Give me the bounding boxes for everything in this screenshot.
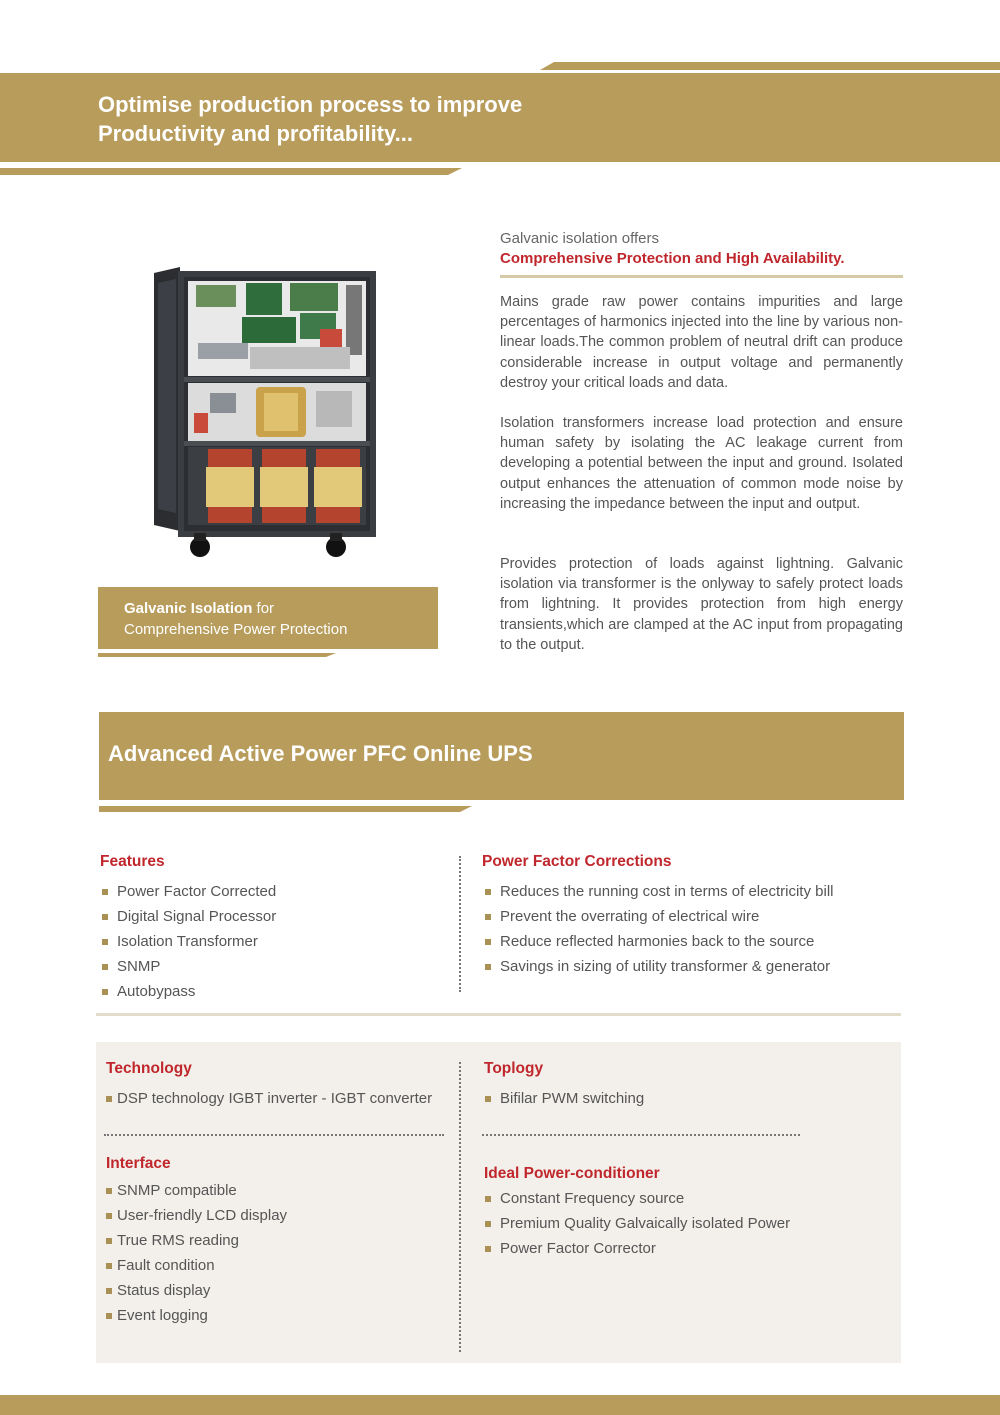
list-item: User-friendly LCD display (106, 1206, 446, 1231)
isolation-rule (500, 275, 903, 278)
specs-divider (459, 1062, 461, 1352)
list-item: Fault condition (106, 1256, 446, 1281)
conditioner-heading: Ideal Power-conditioner (484, 1165, 660, 1182)
caption-strip (98, 653, 336, 657)
interface-heading: Interface (106, 1155, 171, 1172)
list-item: Constant Frequency source (483, 1189, 883, 1214)
technology-heading: Technology (106, 1060, 192, 1077)
list-item: Power Factor Corrector (483, 1239, 883, 1264)
list-item: True RMS reading (106, 1231, 446, 1256)
advanced-title: Advanced Active Power PFC Online UPS (108, 741, 533, 766)
conditioner-list (483, 1189, 883, 1264)
header-bottom-strip (0, 168, 462, 175)
header-top-strip (540, 62, 1000, 70)
isolation-heading: Comprehensive Protection and High Availability. (500, 250, 845, 267)
footer-band (0, 1395, 1000, 1415)
list-item: Digital Signal Processor (100, 907, 440, 932)
caption-rest: for (252, 600, 275, 617)
list-item: SNMP (100, 957, 440, 982)
page-title (98, 90, 522, 148)
isolation-paragraph-1: Mains grade raw power contains impurities and large percentages of harmonics injected into the line by various non-linear loads.The common problem of neutral drift can produce considerable increase in output voltage and permanently destroy your critical loads and data. (500, 294, 903, 391)
list-item: Isolation Transformer (100, 932, 440, 957)
pfc-list (483, 882, 893, 982)
list-item: SNMP compatible (106, 1181, 446, 1206)
caption-line2: Comprehensive Power Protection (124, 621, 348, 638)
list-item: Event logging (106, 1306, 446, 1331)
list-item: Premium Quality Galvaically isolated Power (483, 1214, 883, 1239)
list-item: Prevent the overrating of electrical wire (483, 907, 893, 932)
list-item: DSP technology IGBT inverter - IGBT converter (106, 1089, 451, 1114)
list-item: Autobypass (100, 982, 440, 1007)
list-item: Savings in sizing of utility transformer & generator (483, 957, 893, 982)
transformer-coils (206, 449, 362, 523)
pfc-heading: Power Factor Corrections (482, 853, 672, 870)
topology-separator (482, 1134, 800, 1136)
list-item: Reduce reflected harmonies back to the source (483, 932, 893, 957)
isolation-subheading: Galvanic isolation offers (500, 230, 659, 247)
list-item: Status display (106, 1281, 446, 1306)
technology-list (106, 1089, 451, 1114)
advanced-strip (99, 806, 472, 812)
caption-text (124, 598, 347, 640)
list-item: Reduces the running cost in terms of electricity bill (483, 882, 893, 907)
features-rule (96, 1013, 901, 1016)
technology-separator (104, 1134, 444, 1136)
page-title-line2: Productivity and profitability... (98, 121, 413, 146)
page-title-line1: Optimise production process to improve (98, 92, 523, 117)
caption-bold: Galvanic Isolation (124, 600, 253, 617)
topology-heading: Toplogy (484, 1060, 544, 1077)
interface-list (106, 1181, 446, 1331)
list-item: Bifilar PWM switching (483, 1089, 863, 1114)
isolation-paragraph-2: Isolation transformers increase load protection and ensure human safety by isolating the AC leakage current from developing a potential between the input and ground. Isolated output enhances the attenuation of common mode noise by increasing the impedance between the input and output. (500, 415, 903, 512)
features-divider (459, 856, 461, 992)
features-heading: Features (100, 853, 165, 870)
topology-list (483, 1089, 863, 1114)
ups-cabinet-image (150, 263, 382, 563)
features-list (100, 882, 440, 1007)
isolation-paragraph-3: Provides protection of loads against lightning. Galvanic isolation via transformer is the onlyway to safely protect loads from lightning. It provides protection from high energy transients,which are clamped at the AC input from propagating to the output. (500, 556, 903, 653)
list-item: Power Factor Corrected (100, 882, 440, 907)
